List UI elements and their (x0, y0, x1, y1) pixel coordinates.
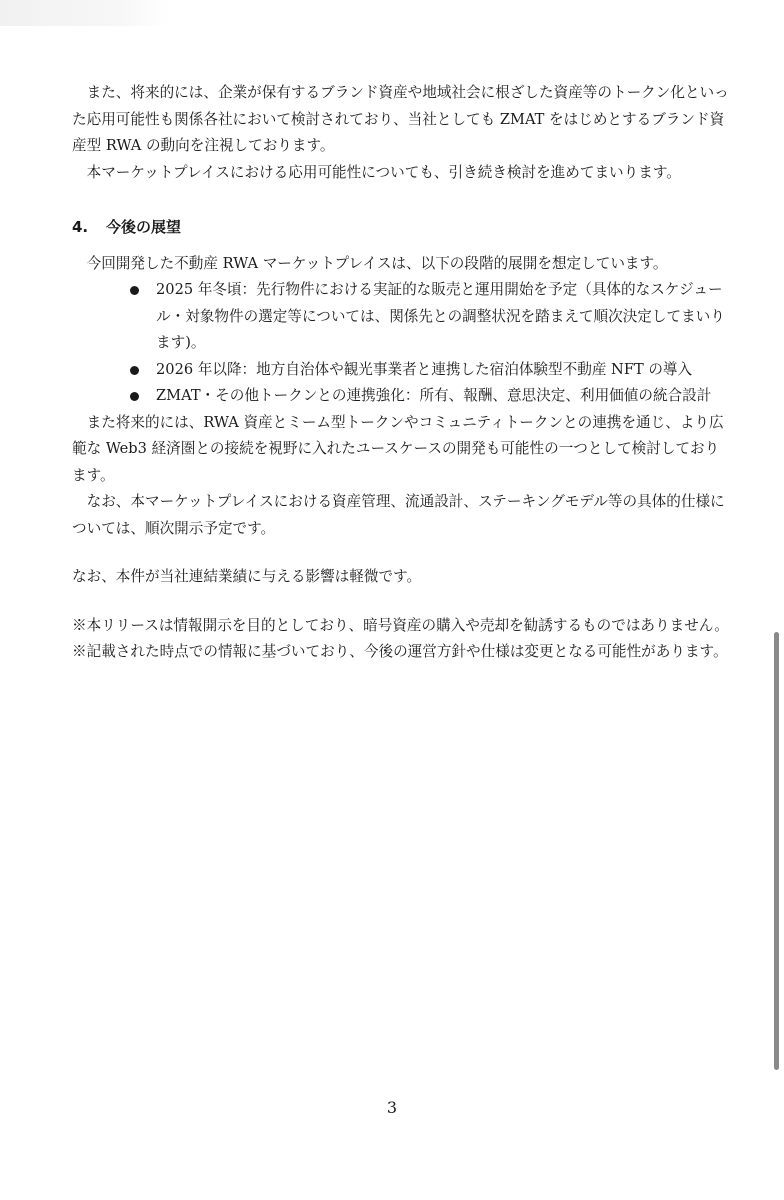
list-item-text: 2026 年以降：地方自治体や観光事業者と連携した宿泊体験型不動産 NFT の導入 (156, 360, 693, 378)
bullet-icon (130, 392, 139, 401)
list-item-text: 2025 年冬頃：先行物件における実証的な販売と運用開始を予定（具体的なスケジュール・対象物件の選定等については、関係先との調整状況を踏まえて順次決定してまいります)。 (156, 281, 725, 351)
list-item (130, 383, 732, 410)
scrollbar-thumb[interactable] (774, 632, 779, 1070)
page-number: 3 (386, 1098, 398, 1117)
intro-paragraph-1: また、将来的には、企業が保有するブランド資産や地域社会に根ざした資産等のトークン化といった応用可能性も関係各社において検討されており、当社としても ZMAT をはじめとするブランド資産型 RWA の動向を注視しております。 (72, 84, 729, 154)
intro-paragraph-2: 本マーケットプレイスにおける応用可能性についても、引き続き検討を進めてまいります。 (86, 163, 681, 181)
document-page (72, 80, 732, 666)
section-4-lead: 今回開発した不動産 RWA マーケットプレイスは、以下の段階的展開を想定しています。 (86, 254, 668, 272)
section-number: 4. (72, 218, 89, 236)
roadmap-list (72, 277, 732, 410)
bullet-icon (130, 286, 139, 295)
note-1: ※本リリースは情報開示を目的としており、暗号資産の購入や売却を勧誘するものではありません。 (72, 616, 729, 634)
list-item (130, 357, 732, 384)
impact-statement: なお、本件が当社連結業績に与える影響は軽微です。 (72, 568, 422, 585)
section-4-heading (72, 214, 732, 241)
disclosure-paragraph: なお、本マーケットプレイスにおける資産管理、流通設計、ステーキングモデル等の具体的仕様については、順次開示予定です。 (72, 493, 725, 537)
bullet-icon (130, 366, 139, 375)
list-item-text: ZMAT・その他トークンとの連携強化：所有、報酬、意思決定、利用価値の統合設計 (156, 387, 712, 404)
top-edge-shadow (0, 0, 170, 26)
list-item (130, 277, 732, 357)
future-paragraph: また将来的には、RWA 資産とミーム型トークンやコミュニティトークンとの連携を通じ、より広範な Web3 経済圏との接続を視野に入れたユースケースの開発も可能性の一つとして検討しております。 (72, 413, 724, 484)
section-title: 今後の展望 (106, 218, 182, 236)
note-2: ※記載された時点での情報に基づいており、今後の運営方針や仕様は変更となる可能性があります。 (72, 643, 728, 660)
